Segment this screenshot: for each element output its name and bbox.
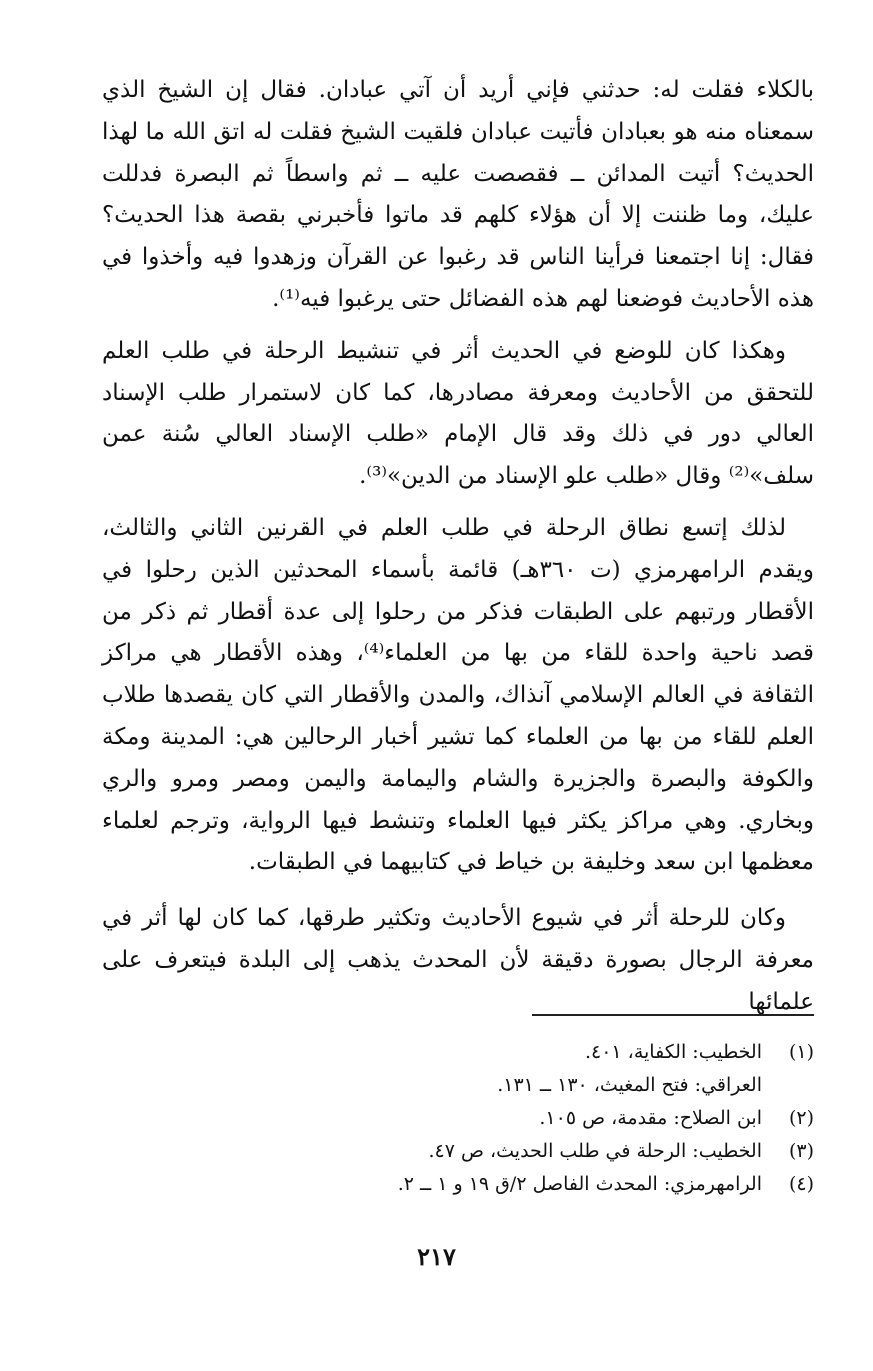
paragraph-2: وهكذا كان للوضع في الحديث أثر في تنشيط الرحلة في طلب العلم للتحقق من الأحاديث ومعرفة مصادرها، كما كان لاستمرار طلب الإسناد العالي دور في ذلك وقد قال الإمام «طلب الإسناد العالي سُنة عمن سلف»⁽²⁾ وقال «طلب علو الإسناد من الدين»⁽³⁾. [102,337,814,490]
footnote-1-continued [300,1069,814,1102]
footnote-3 [300,1135,814,1168]
main-text [102,70,814,1024]
footnote-number: (١) [788,1041,814,1063]
footnote-text: ابن الصلاح: مقدمة، ص ١٠٥. [539,1107,762,1129]
footnote-text: الخطيب: الكفاية، ٤٠١. [584,1041,762,1063]
footnote-4 [300,1168,814,1201]
footnote-number: (٢) [788,1107,814,1129]
footnote-number: (٤) [788,1173,814,1195]
footnote-text: الخطيب: الرحلة في طلب الحديث، ص ٤٧. [428,1140,762,1162]
footnote-number: (٣) [788,1140,814,1162]
footnote-text: العراقي: فتح المغيث، ١٣٠ ــ ١٣١. [497,1074,762,1096]
footnotes [300,1036,814,1201]
footnote-1 [300,1036,814,1069]
footnote-2 [300,1102,814,1135]
paragraph-4: وكان للرحلة أثر في شيوع الأحاديث وتكثير طرقها، كما كان لها أثر في معرفة الرجال بصورة دقيقة لأن المحدث يذهب إلى البلدة فيتعرف على علمائها [102,905,814,1015]
footnote-text: الرامهرمزي: المحدث الفاصل ٢/ق ١٩ و ١ ــ ٢. [397,1173,762,1195]
paragraph-1: بالكلاء فقلت له: حدثني فإني أريد أن آتي عبادان. فقال إن الشيخ الذي سمعناه منه هو بعبادان فأتيت عبادان فلقيت الشيخ فقلت له اتق الله ما لهذا الحديث؟ أتيت المدائن ــ فقصصت عليه ــ ثم واسطاً ثم البصرة فدللت عليك، وما ظننت إلا أن هؤلاء كلهم قد ماتوا فأخبرني بقصة هذا الحديث؟ فقال: إنا اجتمعنا فرأينا الناس قد رغبوا عن القرآن وزهدوا فيه وأخذوا في هذه الأحاديث فوضعنا لهم هذه الفضائل حتى يرغبوا فيه⁽¹⁾. [102,77,814,312]
paragraph-3: لذلك إتسع نطاق الرحلة في طلب العلم في القرنين الثاني والثالث، ويقدم الرامهرمزي (ت ٣٦٠هـ) قائمة بأسماء المحدثين الذين رحلوا في الأقطار ورتبهم على الطبقات فذكر من رحلوا إلى عدة أقطار ثم ذكر من قصد ناحية واحدة للقاء من بها من العلماء⁽⁴⁾، وهذه الأقطار هي مراكز الثقافة في العالم الإسلامي آنذاك، والمدن والأقطار التي كان يقصدها طلاب العلم للقاء من بها من العلماء كما تشير أخبار الرحالين هي: المدينة ومكة والكوفة والبصرة والجزيرة والشام واليمامة واليمن ومصر ومرو والري وبخاري. وهي مراكز يكثر فيها العلماء وتنشط فيها الرواية، وترجم لعلماء معظمها ابن سعد وخليفة بن خياط في كتابيهما في الطبقات. [102,514,815,876]
page-number: ٢١٧ [417,1242,456,1271]
footnote-separator [532,1014,814,1016]
